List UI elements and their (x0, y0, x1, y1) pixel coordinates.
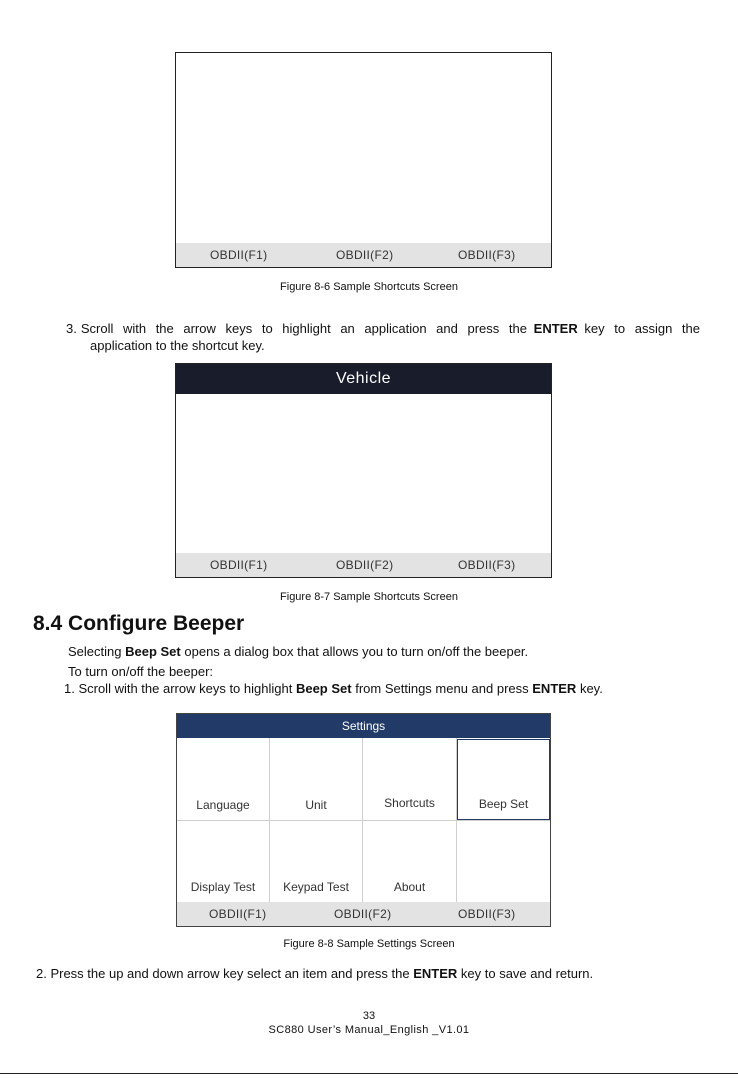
figure-8-6-caption: Figure 8-6 Sample Shortcuts Screen (280, 281, 458, 293)
step-2-a: 2. Press the up and down arrow key select an item and press the (36, 966, 410, 981)
menu-item-about[interactable] (363, 821, 456, 902)
menu-item-display-test[interactable] (177, 821, 269, 902)
f1-key-label: OBDII(F1) (210, 558, 268, 572)
menu-item-label: Unit (305, 798, 327, 812)
step-2-enter: ENTER (413, 966, 458, 981)
settings-title: Settings (177, 714, 550, 738)
step-3-enter: ENTER (533, 321, 578, 336)
step-3-line1-end: key to assign the (584, 321, 700, 336)
section-paragraph-2: To turn on/off the beeper: (68, 664, 214, 679)
section-heading: 8.4 Configure Beeper (33, 612, 245, 635)
figure-8-8-caption: Figure 8-8 Sample Settings Screen (283, 938, 455, 950)
step-1-bold: Beep Set (295, 681, 352, 696)
menu-item-label: About (393, 880, 426, 894)
step-1-enter: ENTER (532, 681, 577, 696)
step-3-line2: application to the shortcut key. (90, 338, 265, 353)
p1-bold: Beep Set (125, 644, 181, 659)
f3-key-label: OBDII(F3) (458, 248, 516, 262)
menu-item-label: Shortcuts (384, 796, 435, 810)
step-2-text (36, 965, 593, 982)
section-paragraph-1 (68, 643, 528, 660)
f2-key-label: OBDII(F2) (336, 558, 394, 572)
f1-key-label: OBDII(F1) (210, 248, 268, 262)
page-number: 33 (362, 1010, 376, 1022)
menu-item-shortcuts[interactable] (363, 738, 456, 820)
f3-key-label: OBDII(F3) (458, 558, 516, 572)
function-key-bar (176, 553, 551, 577)
menu-item-language[interactable] (177, 738, 269, 820)
f3-key-label: OBDII(F3) (458, 907, 516, 921)
menu-item-unit[interactable] (270, 738, 362, 820)
menu-item-label: Language (196, 798, 250, 812)
screen-title: Vehicle (176, 364, 551, 394)
p1-text-end: opens a dialog box that allows you to turn on/off the beeper. (184, 644, 529, 659)
step-3-text (66, 320, 700, 354)
menu-item-label: Display Test (190, 880, 256, 894)
p1-text: Selecting (68, 644, 122, 659)
figure-8-7-caption: Figure 8-7 Sample Shortcuts Screen (280, 591, 458, 603)
manual-footer: SC880 User’s Manual_English _V1.01 (268, 1024, 470, 1036)
f2-key-label: OBDII(F2) (334, 907, 392, 921)
step-1-b: from Settings menu and press (355, 681, 529, 696)
f2-key-label: OBDII(F2) (336, 248, 394, 262)
step-2-b: key to save and return. (460, 966, 594, 981)
f1-key-label: OBDII(F1) (209, 907, 267, 921)
menu-item-label: Beep Set (478, 797, 529, 811)
menu-item-empty (457, 821, 550, 902)
menu-item-keypad-test[interactable] (270, 821, 362, 902)
menu-item-label: Keypad Test (283, 880, 349, 894)
menu-item-beep-set[interactable] (457, 739, 550, 820)
function-key-bar (176, 243, 551, 267)
shortcuts-screen-figure-8-6 (175, 52, 552, 268)
step-1-a: 1. Scroll with the arrow keys to highlight (64, 681, 293, 696)
step-1-c: key. (579, 681, 603, 696)
step-1-text (64, 680, 603, 697)
step-3-number: 3. (66, 321, 77, 336)
shortcuts-screen-figure-8-7 (175, 363, 552, 578)
page-bottom-rule (0, 1073, 738, 1074)
settings-screen-figure-8-8 (176, 713, 551, 927)
step-3-line1: Scroll with the arrow keys to highlight an application and press the (80, 321, 527, 336)
function-key-bar (177, 902, 550, 926)
